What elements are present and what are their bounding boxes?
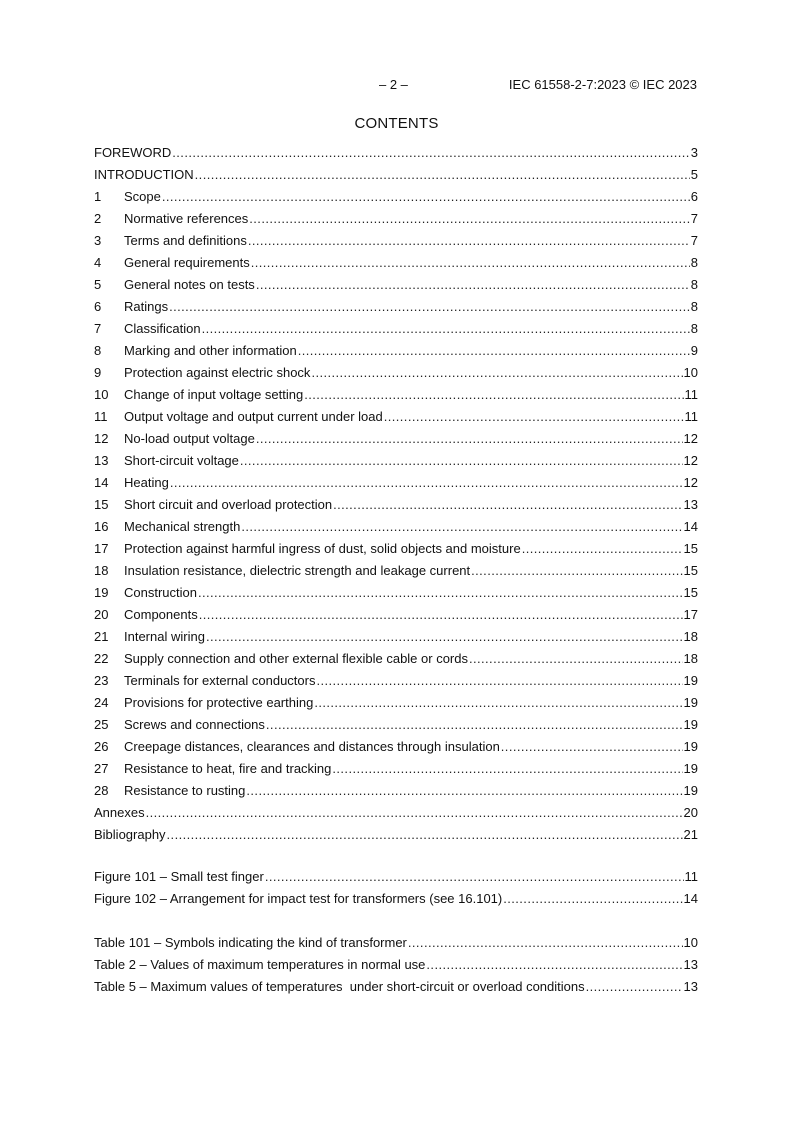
toc-entry[interactable] [94, 409, 698, 431]
toc-entry-number: 23 [94, 673, 109, 688]
toc-entry-page: 14 [683, 519, 698, 534]
toc-entry-label: No-load output voltage [124, 431, 255, 446]
toc-entry-label: Change of input voltage setting [124, 387, 304, 402]
toc-entry-page: 8 [690, 255, 698, 270]
toc-entry[interactable] [94, 299, 698, 321]
toc-entry-label: Short circuit and overload protection [124, 497, 333, 512]
toc-entry-page: 12 [683, 475, 698, 490]
dot-leader [167, 827, 683, 843]
page-header [0, 77, 793, 93]
toc-entry[interactable] [94, 891, 698, 913]
toc-entry[interactable] [94, 541, 698, 563]
toc-entry-number: 12 [94, 431, 109, 446]
toc-entry-number: 7 [94, 321, 102, 336]
toc-entry-label: Internal wiring [124, 629, 205, 644]
toc-entry-label: Table 5 – Maximum values of temperatures under short-circuit or overload conditions [94, 979, 585, 994]
toc-entry[interactable] [94, 519, 698, 541]
dot-leader [240, 453, 683, 469]
toc-entry-number: 24 [94, 695, 109, 710]
toc-entry-page: 6 [690, 189, 698, 204]
toc-entry-page: 19 [683, 695, 698, 710]
toc-entry-label: Classification [124, 321, 201, 336]
toc-entry[interactable] [94, 629, 698, 651]
toc-entry[interactable] [94, 321, 698, 343]
toc-entry-page: 15 [683, 585, 698, 600]
toc-entry-page: 11 [684, 409, 698, 424]
toc-entry-number: 20 [94, 607, 109, 622]
dot-leader [471, 563, 682, 579]
toc-entry-number: 16 [94, 519, 109, 534]
dot-leader [408, 935, 683, 951]
toc-entry[interactable] [94, 739, 698, 761]
toc-entry-number: 15 [94, 497, 109, 512]
toc-entry-page: 10 [683, 935, 698, 950]
toc-entry-label: Resistance to rusting [124, 783, 246, 798]
dot-leader [146, 805, 683, 821]
toc-entry[interactable] [94, 607, 698, 629]
toc-entry-page: 21 [683, 827, 698, 842]
toc-entry-label: General notes on tests [124, 277, 255, 292]
toc-entry-label: Terms and definitions [124, 233, 247, 248]
toc-entry[interactable] [94, 651, 698, 673]
toc-entry-label: General requirements [124, 255, 250, 270]
toc-entry-page: 13 [683, 497, 698, 512]
dot-leader [249, 211, 689, 227]
toc-entry-number: 25 [94, 717, 109, 732]
dot-leader [332, 761, 682, 777]
toc-entry-number: 10 [94, 387, 109, 402]
toc-entry-page: 15 [683, 541, 698, 556]
toc-entry-number: 17 [94, 541, 109, 556]
toc-entry-label: Figure 101 – Small test finger [94, 869, 264, 884]
toc-entry-label: Insulation resistance, dielectric strength and leakage current [124, 563, 471, 578]
toc-entry-page: 15 [683, 563, 698, 578]
dot-leader [586, 979, 683, 995]
dot-leader [469, 651, 683, 667]
toc-entry[interactable] [94, 563, 698, 585]
toc-entry[interactable] [94, 827, 698, 849]
dot-leader [522, 541, 683, 557]
dot-leader [265, 869, 684, 885]
dot-leader [241, 519, 682, 535]
toc-entry-page: 12 [683, 453, 698, 468]
dot-leader [199, 607, 683, 623]
toc-entry[interactable] [94, 935, 698, 957]
dot-leader [503, 891, 682, 907]
dot-leader [501, 739, 683, 755]
toc-entry-label: Table 101 – Symbols indicating the kind of transformer [94, 935, 407, 950]
dot-leader [246, 783, 682, 799]
toc-entry-page: 11 [684, 387, 698, 402]
toc-entry-label: Provisions for protective earthing [124, 695, 314, 710]
toc-entry[interactable] [94, 431, 698, 453]
toc-entry-page: 12 [683, 431, 698, 446]
toc-entry-label: FOREWORD [94, 145, 172, 160]
dot-leader [298, 343, 690, 359]
toc-entry-label: Mechanical strength [124, 519, 241, 534]
toc-entry-page: 19 [683, 717, 698, 732]
toc-entry[interactable] [94, 387, 698, 409]
toc-entry-number: 27 [94, 761, 109, 776]
toc-entry[interactable] [94, 365, 698, 387]
toc-entry-page: 13 [683, 979, 698, 994]
toc-entry[interactable] [94, 805, 698, 827]
toc-entry[interactable] [94, 211, 698, 233]
toc-entry-page: 18 [683, 629, 698, 644]
dot-leader [311, 365, 682, 381]
toc-entry-page: 8 [690, 277, 698, 292]
toc-entry-number: 6 [94, 299, 102, 314]
toc-entry[interactable] [94, 233, 698, 255]
page-number: – 2 – [379, 77, 408, 92]
dot-leader [172, 145, 689, 161]
dot-leader [316, 673, 682, 689]
toc-entry-number: 8 [94, 343, 102, 358]
toc-entry[interactable] [94, 343, 698, 365]
toc-entry-page: 19 [683, 761, 698, 776]
toc-entry-label: Construction [124, 585, 197, 600]
toc-entry-page: 14 [683, 891, 698, 906]
dot-leader [251, 255, 690, 271]
toc-entry-number: 5 [94, 277, 102, 292]
dot-leader [384, 409, 684, 425]
toc-entry[interactable] [94, 167, 698, 189]
toc-entry-number: 22 [94, 651, 109, 666]
toc-entry-label: Scope [124, 189, 161, 204]
toc-entry[interactable] [94, 497, 698, 519]
toc-entry[interactable] [94, 673, 698, 695]
toc-entry-label: Terminals for external conductors [124, 673, 316, 688]
dot-leader [202, 321, 690, 337]
toc-entry-number: 18 [94, 563, 109, 578]
dot-leader [304, 387, 683, 403]
toc-entry-label: Protection against harmful ingress of dust, solid objects and moisture [124, 541, 521, 556]
toc-entry-label: Output voltage and output current under load [124, 409, 383, 424]
toc-entry[interactable] [94, 585, 698, 607]
toc-entry-number: 14 [94, 475, 109, 490]
toc-entry-label: Table 2 – Values of maximum temperatures in normal use [94, 957, 426, 972]
toc-entry-page: 19 [683, 739, 698, 754]
toc-entry-page: 19 [683, 673, 698, 688]
toc-entry[interactable] [94, 957, 698, 979]
toc-entry-number: 9 [94, 365, 102, 380]
toc-entry-number: 1 [94, 189, 102, 204]
toc-entry-number: 2 [94, 211, 102, 226]
toc-entry-page: 10 [683, 365, 698, 380]
toc-entry-page: 13 [683, 957, 698, 972]
toc-entry-number: 21 [94, 629, 109, 644]
toc-entry-number: 19 [94, 585, 109, 600]
toc-entry-page: 18 [683, 651, 698, 666]
toc-entry-label: Bibliography [94, 827, 166, 842]
toc-entry-label: Supply connection and other external flexible cable or cords [124, 651, 468, 666]
toc-entry[interactable] [94, 869, 698, 891]
toc-entry-page: 8 [690, 299, 698, 314]
list-of-tables [94, 935, 698, 1001]
toc-entry-number: 11 [94, 409, 108, 424]
toc-entry[interactable] [94, 145, 698, 167]
toc-entry-page: 7 [690, 233, 698, 248]
toc-entry-label: Heating [124, 475, 169, 490]
toc-entry[interactable] [94, 761, 698, 783]
toc-entry-label: Annexes [94, 805, 145, 820]
toc-entry-number: 26 [94, 739, 109, 754]
toc-entry-page: 7 [690, 211, 698, 226]
dot-leader [248, 233, 690, 249]
toc-entry-page: 8 [690, 321, 698, 336]
toc-entry-page: 9 [690, 343, 698, 358]
dot-leader [266, 717, 683, 733]
toc-entry[interactable] [94, 979, 698, 1001]
toc-entry-label: Normative references [124, 211, 249, 226]
toc-entry-label: Components [124, 607, 198, 622]
dot-leader [195, 167, 690, 183]
toc-entry-number: 28 [94, 783, 109, 798]
toc-entry[interactable] [94, 475, 698, 497]
toc-entry-number: 13 [94, 453, 109, 468]
document-id: IEC 61558-2-7:2023 © IEC 2023 [508, 77, 697, 92]
toc-entry-label: Creepage distances, clearances and distances through insulation [124, 739, 500, 754]
toc-entry-page: 11 [684, 869, 698, 884]
dot-leader [256, 277, 690, 293]
toc-entry-page: 19 [683, 783, 698, 798]
toc-entry-page: 20 [683, 805, 698, 820]
dot-leader [198, 585, 683, 601]
toc-entry-label: INTRODUCTION [94, 167, 194, 182]
toc-entry-page: 17 [683, 607, 698, 622]
dot-leader [170, 475, 683, 491]
dot-leader [206, 629, 683, 645]
table-of-contents [94, 145, 698, 849]
toc-entry-page: 5 [690, 167, 698, 182]
dot-leader [333, 497, 682, 513]
toc-entry-label: Screws and connections [124, 717, 265, 732]
toc-entry[interactable] [94, 255, 698, 277]
toc-entry-page: 3 [690, 145, 698, 160]
toc-entry[interactable] [94, 453, 698, 475]
dot-leader [162, 189, 690, 205]
toc-entry-label: Short-circuit voltage [124, 453, 239, 468]
toc-entry-number: 4 [94, 255, 102, 270]
toc-entry[interactable] [94, 277, 698, 299]
toc-entry-label: Figure 102 – Arrangement for impact test for transformers (see 16.101) [94, 891, 503, 906]
toc-entry[interactable] [94, 189, 698, 211]
dot-leader [169, 299, 690, 315]
contents-title: CONTENTS [354, 115, 439, 132]
toc-entry-label: Ratings [124, 299, 169, 314]
toc-entry-number: 3 [94, 233, 102, 248]
toc-entry[interactable] [94, 695, 698, 717]
list-of-figures [94, 869, 698, 913]
toc-entry-label: Resistance to heat, fire and tracking [124, 761, 332, 776]
dot-leader [256, 431, 683, 447]
toc-entry-label: Marking and other information [124, 343, 297, 358]
dot-leader [314, 695, 682, 711]
dot-leader [426, 957, 682, 973]
toc-entry-label: Protection against electric shock [124, 365, 311, 380]
toc-entry[interactable] [94, 783, 698, 805]
toc-entry[interactable] [94, 717, 698, 739]
